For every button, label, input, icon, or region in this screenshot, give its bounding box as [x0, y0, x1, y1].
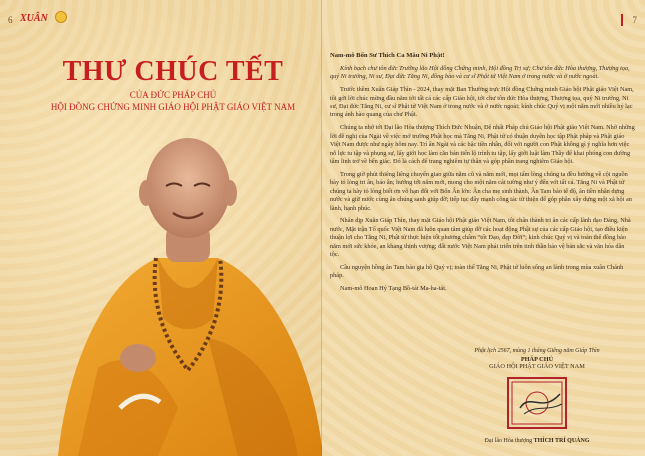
- page-subtitle-2: HỘI ĐỒNG CHỨNG MINH GIÁO HỘI PHẬT GIÁO VIỆT NAM: [50, 102, 296, 112]
- letter-paragraph: Chúng ta nhớ tới Đại lão Hòa thượng Thích Đức Nhuận, Đệ nhất Pháp chủ Giáo hội Phật giáo Việt Nam. Nhờ những lời đề nghị của Ngài về việc mở trường Phật học mà Tăng Ni, Phật tử có thuận duyên học tập Phật pháp và Phật giáo Việt Nam được như ngày hôm nay. Trí ân Ngài và các bậc tiền nhân, đối với người con Phật không gì ý nghĩa hơn việc nỗ lực tu tập và phụng sự, lấy giới học làm căn bản tiến lộ trình tu tập, lấy giới luật làm Thầy để khai phóng con đường tâm linh trở về bến giác. Đó là cách để trang nghiêm tự thân và góp phần trang nghiêm Giáo hội.: [330, 124, 635, 165]
- signatory-name: [432, 438, 642, 444]
- letter-paragraph: Trước thềm Xuân Giáp Thìn - 2024, thay mặt Ban Thường trực Hội đồng Chứng minh Giáo hội Phật giáo Việt Nam, tôi gởi lời chúc mừng đầu năm tới tất cả các cấp Giáo hội, tới chư tôn đức Hòa thượng, Thượng tọa, quý Ni trưởng, Ni sư, Đại đức Tăng Ni, cư sĩ Phật tử Việt Nam ở trong nước và ở nước ngoài; kính chúc Quý vị một năm mới nhiều hỷ lạc trong ánh hào quang của chư Phật.: [330, 86, 634, 119]
- left-page-number: 6: [8, 15, 13, 25]
- apricot-blossom-icon: [55, 11, 67, 23]
- signatory-title: Đại lão Hòa thượng: [484, 438, 533, 444]
- letter-paragraph: Trong giờ phút thiêng liêng chuyển giao giữa năm cũ và năm mới, mọi tấm lòng chúng ta đều hướng về cội nguồn bày tỏ lòng tri ân, báo ân; hướng tới năm mới, mong cho một năm cát tường như ý đến với tất cả. Tăng Ni và Phật tử chúng ta hãy tỏ lòng biết ơn vô hạn đối với Bốn Ân lớn: Ân cha mẹ sinh thành, Ân Tam bảo tế độ, ân tiền nhân dựng nước và giữ nước cùng ân chúng sanh giúp đỡ; tiếp tục đẩy mạnh công tác từ thiện để góp phần xây dựng một xã hội an lành, hạnh phúc.: [330, 170, 632, 212]
- page-title: THƯ CHÚC TẾT: [62, 56, 284, 87]
- letter-paragraph: Nhân dịp Xuân Giáp Thìn, thay mặt Giáo hội Phật giáo Việt Nam, tôi chân thành tri ân các cấp lãnh đạo Đảng, Nhà nước, Mặt trận Tổ quốc Việt Nam đã luôn quan tâm giúp đỡ các hoạt động Phật sự của các cấp Giáo hội, tạo điều kiện thuận lợi cho Tăng Ni, Phật tử thực hiện tốt phương châm “tốt Đạo, đẹp Đời”; kính chúc Quý vị và toàn thể đồng bào năm mới sức khỏe, an khang thịnh vượng; đất nước Việt Nam phát triển trên tinh thần bảo vệ bản sắc và văn hóa dân tộc.: [330, 217, 631, 259]
- letter-body: [330, 52, 635, 298]
- official-seal: [502, 374, 572, 432]
- letter-greeting: Nam-mô Bổn Sư Thích Ca Mâu Ni Phật!: [330, 52, 445, 59]
- left-page: [0, 0, 322, 456]
- brand-logo: XUÂN: [20, 13, 48, 24]
- right-page: [322, 0, 645, 456]
- title-block: [38, 56, 308, 112]
- page-accent-bar: [621, 14, 623, 26]
- signature-date: Phật lịch 2567, mùng 1 tháng Giêng năm Giáp Thìn: [474, 348, 600, 354]
- signature-org: GIÁO HỘI PHẬT GIÁO VIỆT NAM: [489, 363, 585, 370]
- page-subtitle-1: CỦA ĐỨC PHÁP CHỦ: [129, 90, 217, 100]
- letter-paragraph: Cầu nguyện hồng ân Tam bảo gia hộ Quý vị; toàn thể Tăng Ni, Phật tử luôn sống an lành trong mùa xuân Chánh pháp.: [330, 263, 624, 280]
- letter-closing: Nam-mô Hoan Hỷ Tạng Bồ-tát Ma-ha-tát.: [340, 285, 447, 293]
- signature-role: PHÁP CHỦ: [520, 356, 554, 363]
- monk-portrait: [38, 108, 322, 456]
- signature-block: [432, 348, 642, 444]
- right-page-number: 7: [632, 15, 637, 25]
- signatory-dharma-name: THÍCH TRÍ QUẢNG: [533, 438, 590, 444]
- letter-address: Kính bạch chư tôn đức Trưởng lão Hội đồng Chứng minh, Hội đồng Trị sự; Chư tôn đức Hòa thượng, Thượng tọa, quý Ni trưởng, Ni sư, Đại đức Tăng Ni, đồng bào và cư sĩ Phật tử Việt Nam ở trong nước và ở nước ngoài.: [330, 64, 630, 81]
